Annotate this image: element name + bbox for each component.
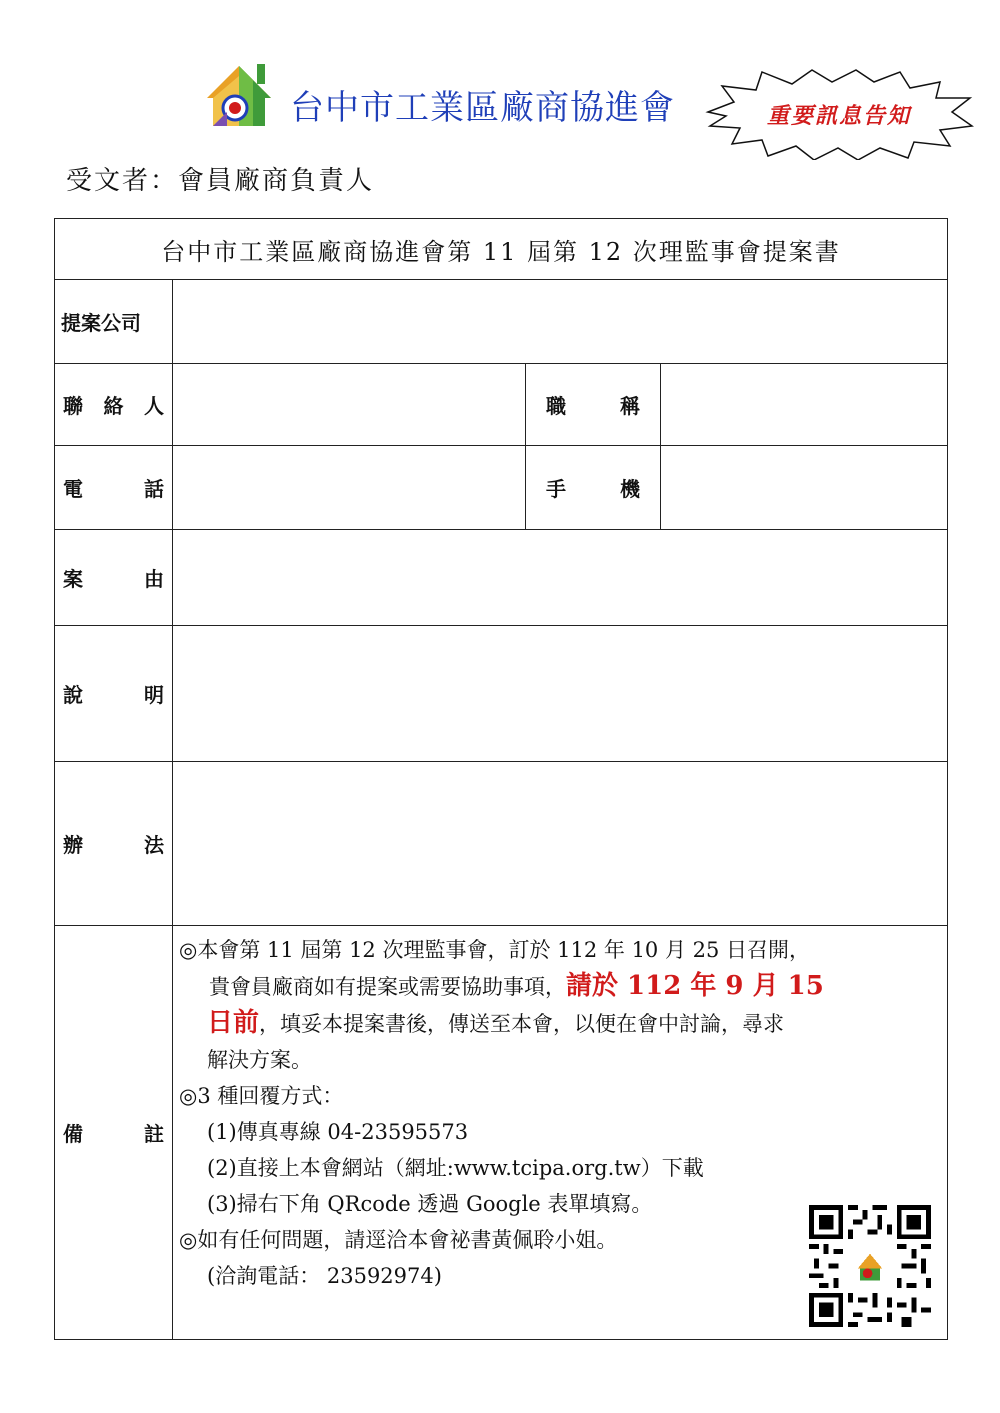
note-line [179, 968, 939, 1005]
note-line: ◎如有任何問題，請逕洽本會祕書黃佩聆小姐。 [179, 1228, 618, 1252]
qr-code-icon[interactable] [809, 1205, 931, 1327]
note-line: (洽詢電話： 23592974) [207, 1264, 442, 1288]
proposal-form [54, 218, 948, 1340]
deadline-text-end: 日前 [207, 1008, 260, 1038]
label-method-1: 辦 [63, 833, 83, 857]
note-line: 解決方案。 [207, 1048, 312, 1072]
label-contact-2: 絡 [103, 394, 124, 418]
label-job-title-2: 稱 [620, 394, 640, 418]
label-mobile-1: 手 [546, 477, 566, 501]
form-title: 台中市工業區廠商協進會第 11 屆第 12 次理監事會提案書 [55, 219, 948, 280]
label-explanation [55, 626, 173, 762]
note-line: ◎本會第 11 屆第 12 次理監事會，訂於 112 年 10 月 25 日召開， [179, 938, 811, 962]
label-company-text: 提案公司 [61, 311, 141, 335]
label-contact-3: 人 [144, 394, 164, 418]
label-contact [55, 364, 173, 446]
note-text: 貴會員廠商如有提案或需要協助事項， [209, 975, 566, 999]
field-subject[interactable] [173, 530, 948, 626]
label-remarks-2: 註 [144, 1122, 164, 1146]
note-line: (2)直接上本會網站（網址:www.tcipa.org.tw）下載 [207, 1156, 704, 1180]
label-subject-2: 由 [144, 567, 164, 591]
label-phone-2: 話 [144, 477, 164, 501]
deadline-text: 請於 112 年 9 月 15 [566, 971, 824, 1001]
label-job-title [526, 364, 661, 446]
logo-icon [205, 62, 273, 128]
label-subject-1: 案 [63, 567, 83, 591]
field-explanation[interactable] [173, 626, 948, 762]
field-phone[interactable] [173, 446, 526, 530]
label-phone-1: 電 [63, 477, 83, 501]
label-mobile-2: 機 [620, 477, 640, 501]
field-method[interactable] [173, 762, 948, 926]
label-contact-1: 聯 [63, 394, 83, 418]
label-explanation-1: 說 [63, 683, 83, 707]
label-subject [55, 530, 173, 626]
alert-badge: 重要訊息告知 [766, 102, 911, 129]
label-phone [55, 446, 173, 530]
label-explanation-2: 明 [144, 683, 164, 707]
label-mobile [526, 446, 661, 530]
note-line: (1)傳真專線 04-23595573 [207, 1120, 469, 1144]
label-method-2: 法 [144, 833, 164, 857]
note-line [179, 1005, 939, 1042]
field-mobile[interactable] [661, 446, 948, 530]
remarks-notes [173, 926, 948, 1340]
note-text: ，填妥本提案書後，傳送至本會，以便在會中討論，尋求 [259, 1012, 785, 1036]
field-job-title[interactable] [661, 364, 948, 446]
field-contact[interactable] [173, 364, 526, 446]
label-company [55, 280, 173, 364]
note-line: (3)掃右下角 QRcode 透過 Google 表單填寫。 [207, 1192, 653, 1216]
note-line: ◎3 種回覆方式： [179, 1084, 344, 1108]
recipient-line: 受文者：會員廠商負責人 [66, 166, 375, 196]
label-remarks-1: 備 [63, 1122, 83, 1146]
label-job-title-1: 職 [546, 394, 566, 418]
label-method [55, 762, 173, 926]
label-remarks [55, 926, 173, 1340]
field-company[interactable] [173, 280, 948, 364]
org-name: 台中市工業區廠商協進會 [290, 88, 675, 128]
